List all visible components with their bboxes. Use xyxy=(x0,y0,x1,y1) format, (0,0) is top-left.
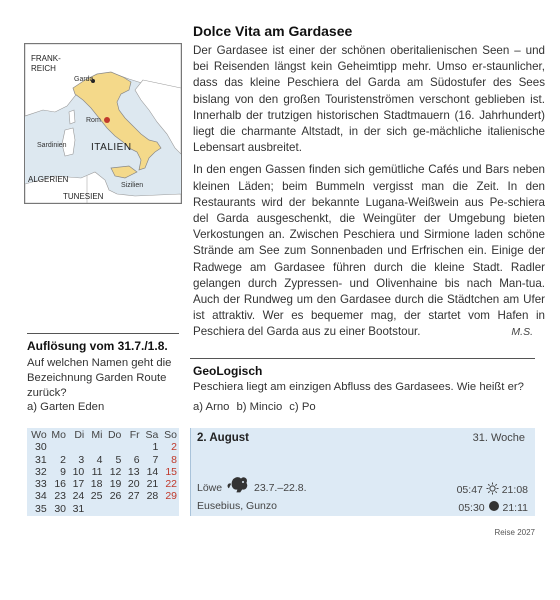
calendar-header-cell: Mi xyxy=(91,429,103,441)
article-paragraph-2-text: In den engen Gassen finden sich gemütliche Cafés und Bars neben kleinen Läden; beim Bummeln vergisst man die Zeit. In den Restaurants wird der bekannte Lugana-Weißwein aus Pe-schiera del Garda ausgeschenkt, die Weingüter der Umgebung bieten Verkostungen an. Zwischen Peschiera und Sirmione laden schöne Strände am See zum Sonnenbaden und Erfrischen ein. Einige der Radwege am Gardasee führen durch die kleine Stadt. Radler gelangen durch Zypressen- und Olivenhaine bis nach Man-tua. Auch der Rundweg um den Gardasee durch die Städtchen am Ufer ist attraktiv. Wer es bequemer mag, der startet vom Hafen in Peschiera del Garda aus zu einer Bootstour. xyxy=(193,163,545,339)
map-label-frankreich-2: REICH xyxy=(31,64,56,73)
article-title: Dolce Vita am Gardasee xyxy=(193,23,353,39)
zodiac-sign: Löwe xyxy=(197,482,223,494)
calendar-week-row xyxy=(29,454,179,466)
calendar-header-cell: Wo xyxy=(31,429,47,441)
calendar-day-sunday: 29 xyxy=(165,490,177,503)
calendar-week-row xyxy=(29,478,179,490)
map-label-garda: Garda xyxy=(74,76,94,83)
sun-times xyxy=(457,482,528,498)
footer-label: Reise 2027 xyxy=(494,528,535,537)
calendar-header-cell: Mo xyxy=(51,429,67,441)
sunset-time: 21:08 xyxy=(501,484,528,496)
map-label-tunesien: TUNESIEN xyxy=(63,192,104,201)
calendar-day-sunday: 15 xyxy=(165,465,177,478)
moonset-time: 21:11 xyxy=(502,501,528,514)
map-label-frankreich-1: FRANK- xyxy=(31,54,61,63)
calendar-day xyxy=(123,441,141,453)
calendar-day: 28 xyxy=(146,490,159,503)
map-label-rom: Rom xyxy=(86,117,101,124)
calendar-day: 19 xyxy=(109,478,122,491)
calendar-day: 24 xyxy=(72,490,85,503)
calendar-day: 10 xyxy=(72,465,85,478)
calendar-day: 13 xyxy=(127,465,140,478)
calendar-day xyxy=(104,503,123,515)
calendar-week-number: 31 xyxy=(35,453,47,466)
quiz-divider xyxy=(190,358,535,359)
calendar-week-number: 35 xyxy=(35,502,47,515)
rome-marker-icon xyxy=(104,117,110,123)
calendar-day: 2 xyxy=(60,453,67,466)
zodiac-range: 23.7.–22.8. xyxy=(254,482,307,494)
calendar-day xyxy=(68,441,86,453)
calendar-day: 1 xyxy=(152,441,159,454)
article-paragraph-2 xyxy=(193,162,545,340)
calendar-header-cell: Sa xyxy=(145,429,159,441)
calendar-day: 26 xyxy=(109,490,122,503)
calendar-day-sunday: 2 xyxy=(171,441,177,454)
calendar-day: 5 xyxy=(115,453,122,466)
italy-map xyxy=(24,43,182,204)
calendar-day: 31 xyxy=(72,502,85,515)
calendar-day: 20 xyxy=(127,478,140,491)
calendar-day xyxy=(142,503,161,515)
calendar-day-sunday: 8 xyxy=(171,453,177,466)
calendar-day xyxy=(86,503,104,515)
calendar-day: 7 xyxy=(152,453,159,466)
day-date: 2. August xyxy=(197,432,249,444)
lion-zodiac-icon xyxy=(226,474,250,499)
calendar-day-sunday xyxy=(160,503,179,515)
calendar-day: 9 xyxy=(60,465,67,478)
calendar-header-cell: Do xyxy=(107,429,122,441)
calendar-day: 14 xyxy=(146,465,159,478)
name-days: Eusebius, Gunzo xyxy=(197,500,277,512)
calendar-day: 17 xyxy=(72,478,85,491)
map-label-sardinien: Sardinien xyxy=(37,142,67,149)
calendar-header-cell-sunday: So xyxy=(164,429,177,441)
calendar-week-number: 30 xyxy=(35,441,47,454)
calendar-week-number: 34 xyxy=(35,490,47,503)
solution-title: Auflösung vom 31.7./1.8. xyxy=(27,339,168,353)
calendar-week-row xyxy=(29,490,179,502)
calendar-day xyxy=(86,441,104,453)
day-week: 31. Woche xyxy=(472,432,525,444)
calendar-week-number: 32 xyxy=(35,465,47,478)
calendar-week-number: 33 xyxy=(35,478,47,491)
calendar-day: 3 xyxy=(78,453,85,466)
calendar-day: 18 xyxy=(90,478,103,491)
day-panel xyxy=(190,428,535,516)
calendar-header-row xyxy=(29,429,179,441)
calendar-day xyxy=(123,503,141,515)
calendar-header-cell: Fr xyxy=(129,429,140,441)
calendar-day: 21 xyxy=(146,478,159,491)
moonrise-time: 05:30 xyxy=(458,501,485,514)
calendar-table xyxy=(29,429,179,515)
calendar-day: 30 xyxy=(54,502,67,515)
calendar-day: 6 xyxy=(133,453,140,466)
calendar-header-cell: Di xyxy=(74,429,85,441)
calendar-day: 25 xyxy=(90,490,103,503)
quiz-option-c: c) Po xyxy=(289,401,316,413)
quiz-title: GeoLogisch xyxy=(193,364,263,378)
calendar-week-row xyxy=(29,503,179,515)
map-label-italien: ITALIEN xyxy=(91,142,132,153)
calendar-day: 16 xyxy=(54,478,67,491)
quiz-option-a: a) Arno xyxy=(193,401,230,413)
calendar-day: 23 xyxy=(54,490,67,503)
map-label-algerien: ALGERIEN xyxy=(28,175,69,184)
article-paragraph-1: Der Gardasee ist einer der schönen oberitalienischen Seen – und bei Reisenden längst kein Geheimtipp mehr. Umso er-staunlicher, dass das kleine Peschiera del Garda am Südostufer des Sees bislang von den großen Touristenströmen verschont geblieben ist. Innerhalb der trutzigen historischen Stadtmauern (16. Jahrhundert) liegt die charmante Altstadt, in der sich ge-mächliche italienische Lebensart ausbreitet. xyxy=(193,44,545,155)
calendar-day: 27 xyxy=(127,490,140,503)
calendar-day: 11 xyxy=(91,465,103,478)
quiz-options xyxy=(193,401,316,413)
calendar-day: 4 xyxy=(96,453,103,466)
solution-question: Auf welchen Namen geht die Bezeichnung Garden Route zurück? xyxy=(27,357,172,399)
calendar-day: 12 xyxy=(109,465,122,478)
sunrise-time: 05:47 xyxy=(456,484,483,496)
quiz-option-b: b) Mincio xyxy=(236,401,283,413)
calendar-week-row xyxy=(29,441,179,453)
article-body xyxy=(193,43,545,346)
calendar-day-sunday: 22 xyxy=(165,478,177,491)
sun-icon xyxy=(486,482,499,498)
calendar-day xyxy=(104,441,123,453)
map-label-sizilien: Sizilien xyxy=(121,182,144,189)
calendar-day xyxy=(49,441,68,453)
solution-answer: a) Garten Eden xyxy=(27,401,105,413)
moon-times xyxy=(458,500,528,515)
solution-divider xyxy=(27,333,179,334)
new-moon-icon xyxy=(488,500,500,515)
calendar-week-row xyxy=(29,466,179,478)
quiz-question: Peschiera liegt am einzigen Abfluss des Gardasees. Wie heißt er? xyxy=(193,381,524,393)
mini-calendar xyxy=(27,428,179,516)
article-author: M.S. xyxy=(511,326,533,339)
